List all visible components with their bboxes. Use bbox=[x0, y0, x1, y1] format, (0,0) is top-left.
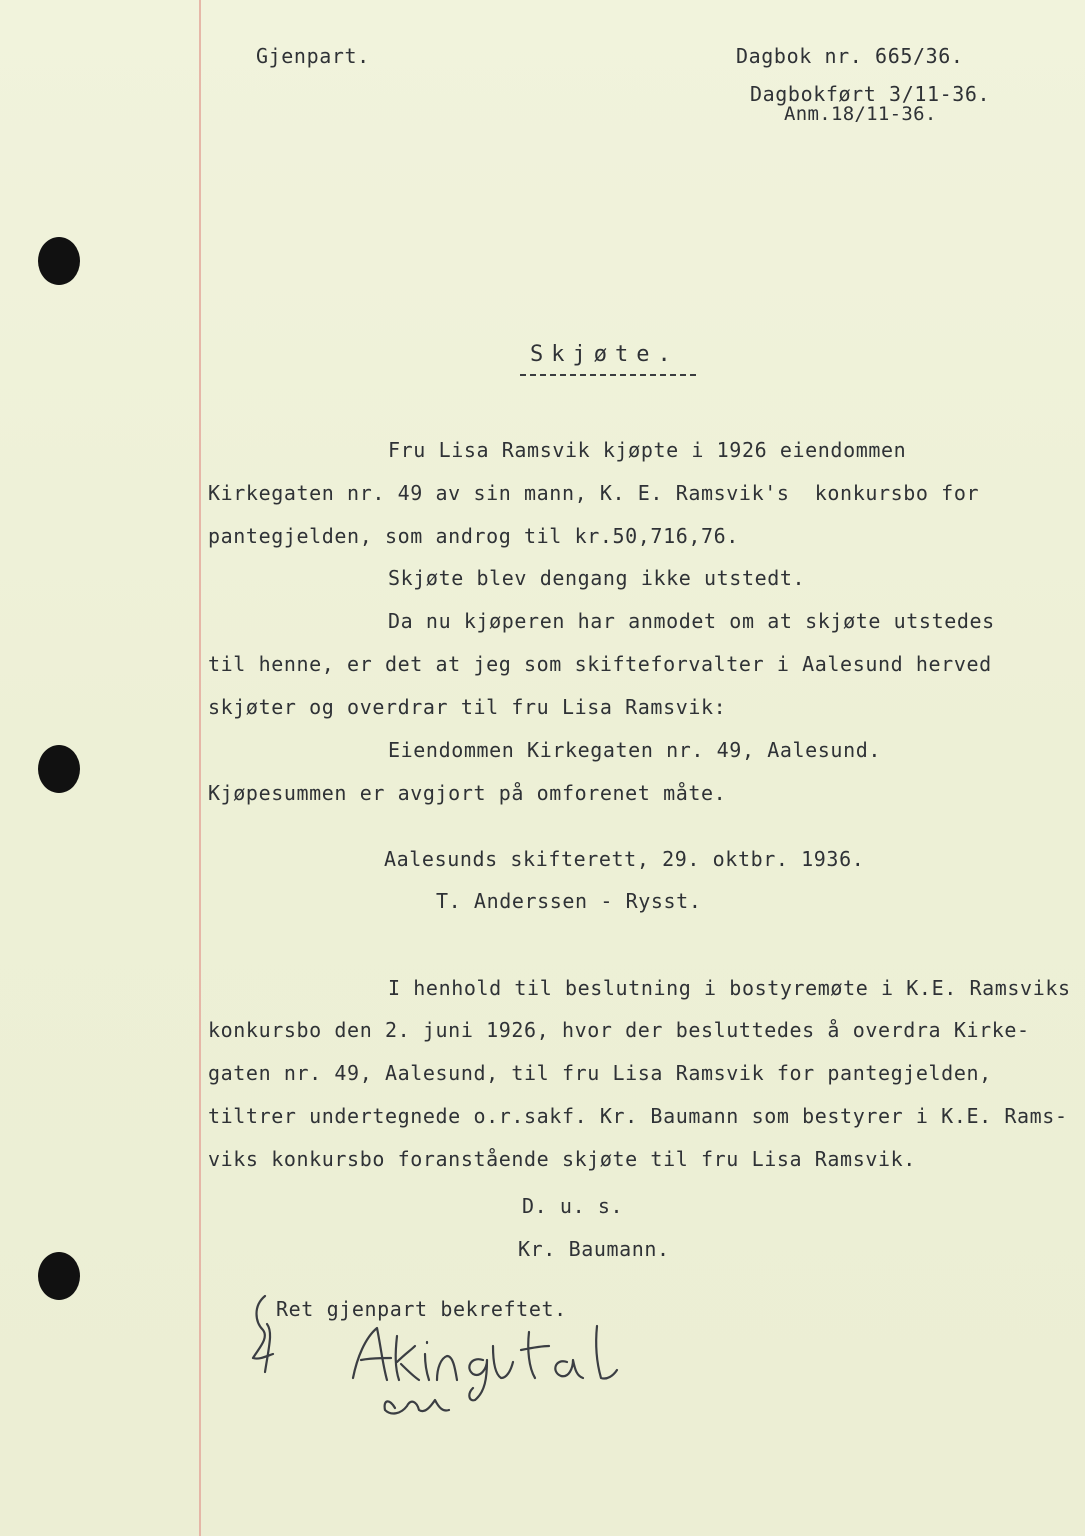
addendum-signer: Kr. Baumann. bbox=[518, 1237, 670, 1261]
body-line: pantegjelden, som androg til kr.50,716,76. bbox=[208, 524, 739, 548]
journal-number: Dagbok nr. 665/36. bbox=[736, 44, 964, 68]
body-line: Fru Lisa Ramsvik kjøpte i 1926 eiendommen bbox=[388, 438, 907, 462]
body-line: Skjøte blev dengang ikke utstedt. bbox=[388, 566, 806, 590]
body-line: Kjøpesummen er avgjort på omforenet måte. bbox=[208, 781, 727, 805]
punch-hole bbox=[38, 237, 80, 285]
title-underline bbox=[520, 374, 696, 376]
document-title: Skjøte. bbox=[530, 342, 679, 367]
certification-text: Ret gjenpart bekreftet. bbox=[276, 1297, 567, 1321]
body-line: Kirkegaten nr. 49 av sin mann, K. E. Ramsvik's konkursbo for bbox=[208, 481, 980, 505]
signer-name: T. Anderssen - Rysst. bbox=[436, 889, 702, 913]
closing: D. u. s. bbox=[522, 1194, 624, 1218]
body-line: skjøter og overdrar til fru Lisa Ramsvik: bbox=[208, 695, 727, 719]
punch-hole bbox=[38, 745, 80, 793]
punch-hole bbox=[38, 1252, 80, 1300]
addendum-line: gaten nr. 49, Aalesund, til fru Lisa Ramsvik for pantegjelden, bbox=[208, 1061, 992, 1085]
addendum-line: konkursbo den 2. juni 1926, hvor der besluttedes å overdra Kirke- bbox=[208, 1018, 1030, 1042]
addendum-line: tiltrer undertegnede o.r.sakf. Kr. Baumann som bestyrer i K.E. Rams- bbox=[208, 1104, 1068, 1128]
place-date: Aalesunds skifterett, 29. oktbr. 1936. bbox=[384, 847, 865, 871]
margin-rule bbox=[199, 0, 201, 1536]
journal-entered: Dagbokført 3/11-36. bbox=[750, 82, 991, 106]
annotation: Anm.18/11-36. bbox=[784, 103, 937, 125]
body-line: Da nu kjøperen har anmodet om at skjøte utstedes bbox=[388, 609, 995, 633]
body-line: til henne, er det at jeg som skifteforvalter i Aalesund herved bbox=[208, 652, 992, 676]
addendum-line: viks konkursbo foranstående skjøte til fru Lisa Ramsvik. bbox=[208, 1147, 916, 1171]
addendum-line: I henhold til beslutning i bostyremøte i K.E. Ramsviks bbox=[388, 976, 1071, 1000]
copy-label: Gjenpart. bbox=[256, 44, 370, 68]
handwritten-signature bbox=[245, 1288, 665, 1418]
body-line: Eiendommen Kirkegaten nr. 49, Aalesund. bbox=[388, 738, 881, 762]
